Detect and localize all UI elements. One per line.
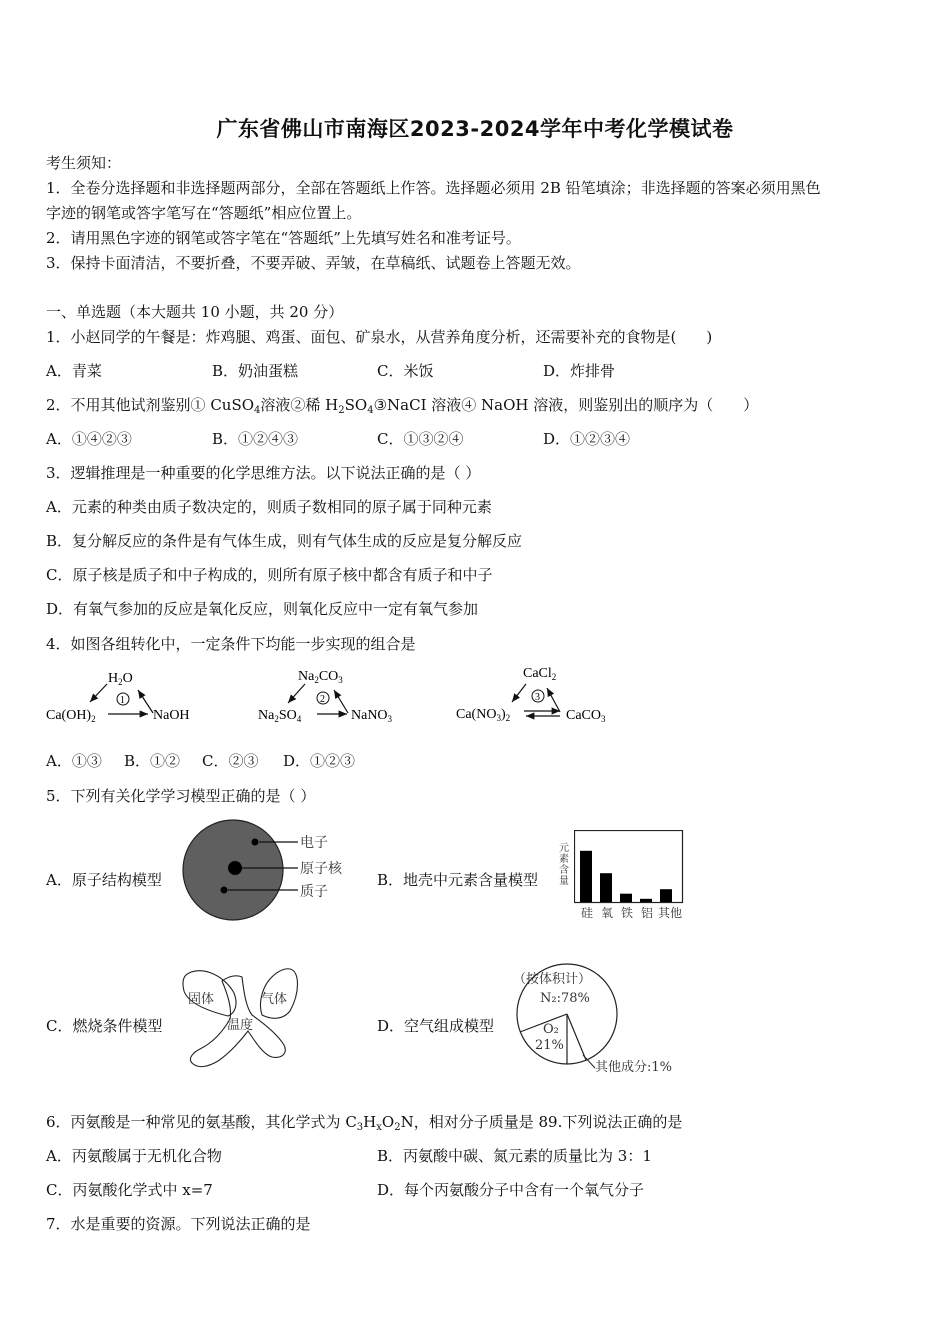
svg-text:2: 2 xyxy=(320,694,325,705)
q1-option-b[interactable]: B．奶油蛋糕 xyxy=(212,362,299,380)
stem-text: H xyxy=(363,1113,377,1131)
question-2-stem xyxy=(46,395,758,415)
notice-item: 字迹的钢笔或答字笔写在“答题纸”相应位置上。 xyxy=(46,204,362,222)
pie-other-label: 其他成分:1% xyxy=(595,1060,673,1075)
question-7-stem: 7．水是重要的资源。下列说法正确的是 xyxy=(46,1215,311,1233)
diagram-2 xyxy=(258,669,393,724)
svg-text:NaOH: NaOH xyxy=(153,708,190,723)
q5-option-c[interactable]: C．燃烧条件模型 xyxy=(46,1017,163,1035)
bar xyxy=(640,899,652,902)
label-nucleus: 原子核 xyxy=(300,861,342,877)
q4-option-b[interactable]: B．①② xyxy=(124,752,181,770)
q6-option-b[interactable]: B．丙氨酸中碳、氮元素的质量比为 3：1 xyxy=(377,1147,652,1165)
q4-option-d[interactable]: D．①②③ xyxy=(283,752,356,770)
stem-text: ③NaCI 溶液④ NaOH 溶液，则鉴别出的顺序为（ ） xyxy=(373,396,759,414)
svg-text:Na2SO4: $Na_2SO_4$ xyxy=(258,708,302,724)
label-gas: 气体 xyxy=(261,992,288,1007)
q1-option-d[interactable]: D．炸排骨 xyxy=(543,362,616,380)
chart-ylabel: 元素含量 xyxy=(559,843,569,887)
q6-option-a[interactable]: A．丙氨酸属于无机化合物 xyxy=(46,1147,222,1165)
bar xyxy=(600,873,612,902)
svg-text:H2O: $H_2O$ xyxy=(108,671,133,687)
stem-text: 2．不用其他试剂鉴别① CuSO xyxy=(46,396,255,414)
q3-option-d[interactable]: D．有氧气参加的反应是氧化反应，则氧化反应中一定有氧气参加 xyxy=(46,600,479,618)
svg-text:Ca(NO3)2: $Ca(NO_3)_2$ xyxy=(456,707,511,723)
category-label: 硅 xyxy=(580,906,593,920)
q4-option-c[interactable]: C．②③ xyxy=(202,752,259,770)
q2-option-d[interactable]: D．①②③④ xyxy=(543,430,631,448)
svg-text:1: 1 xyxy=(120,695,125,706)
category-label: 其他 xyxy=(657,906,682,920)
q3-option-a[interactable]: A．元素的种类由质子数决定的，则质子数相同的原子属于同种元素 xyxy=(46,498,492,516)
notice-item: 2．请用黑色字迹的钢笔或答字笔在“答题纸”上先填写姓名和准考证号。 xyxy=(46,229,521,247)
bar xyxy=(660,889,672,902)
q1-option-c[interactable]: C．米饭 xyxy=(377,362,434,380)
subscript: 4 xyxy=(367,405,374,416)
question-3-stem: 3．逻辑推理是一种重要的化学思维方法。以下说法正确的是（ ） xyxy=(46,464,481,482)
subscript: 2 xyxy=(394,1122,401,1133)
svg-text:CaCO3: CaCO$_3$ xyxy=(566,708,606,724)
label-electron: 电子 xyxy=(300,835,328,851)
subscript: 3 xyxy=(356,1122,364,1133)
stem-text: 6．丙氨酸是一种常见的氨基酸，其化学式为 C xyxy=(46,1113,357,1131)
subscript: 2 xyxy=(338,405,345,416)
category-label: 铝 xyxy=(640,906,653,920)
subscript: 4 xyxy=(254,405,261,416)
notice-heading: 考生须知： xyxy=(46,154,122,172)
q3-option-b[interactable]: B．复分解反应的条件是有气体生成，则有气体生成的反应是复分解反应 xyxy=(46,532,523,550)
label-temperature: 温度 xyxy=(227,1018,254,1033)
stem-text: SO xyxy=(344,396,368,414)
question-4-stem: 4．如图各组转化中，一定条件下均能一步实现的组合是 xyxy=(46,635,416,653)
pie-o2-pct: 21% xyxy=(535,1038,564,1053)
chart-categories xyxy=(577,904,683,921)
svg-text:3: 3 xyxy=(535,692,540,703)
subscript: x xyxy=(376,1122,382,1133)
question-5-stem: 5．下列有关化学学习模型正确的是（ ） xyxy=(46,787,316,805)
page-title: 广东省佛山市南海区2023-2024学年中考化学模试卷 xyxy=(216,117,734,141)
q3-option-c[interactable]: C．原子核是质子和中子构成的，则所有原子核中都含有质子和中子 xyxy=(46,566,493,584)
bar xyxy=(580,851,592,902)
notice-item: 3．保持卡面清洁，不要折叠，不要弄破、弄皱，在草稿纸、试题卷上答题无效。 xyxy=(46,254,581,272)
pie-o2-label: O₂ xyxy=(543,1022,559,1037)
diagram-3 xyxy=(456,666,606,724)
q5-option-b[interactable]: B．地壳中元素含量模型 xyxy=(377,871,539,889)
q6-option-d[interactable]: D．每个丙氨酸分子中含有一个氧气分子 xyxy=(377,1181,645,1199)
q5-option-a[interactable]: A．原子结构模型 xyxy=(46,871,162,889)
pie-n2-label: N₂:78% xyxy=(540,991,590,1006)
category-label: 氧 xyxy=(600,906,613,920)
q2-option-b[interactable]: B．①②④③ xyxy=(212,430,299,448)
conversion-diagrams xyxy=(40,662,660,732)
svg-text:Na2CO3: $Na_2CO_3$ xyxy=(298,669,343,685)
pie-note: （按体积计） xyxy=(513,972,592,987)
q5-option-d[interactable]: D．空气组成模型 xyxy=(377,1017,495,1035)
stem-text: O xyxy=(381,1113,395,1131)
q2-option-c[interactable]: C．①③②④ xyxy=(377,430,464,448)
q4-option-a[interactable]: A．①③ xyxy=(46,752,102,770)
diagram-1 xyxy=(46,671,190,724)
label-proton: 质子 xyxy=(300,884,328,900)
label-solid: 固体 xyxy=(188,992,215,1007)
category-label: 铁 xyxy=(620,906,633,920)
bar xyxy=(620,894,632,902)
crust-element-chart xyxy=(574,830,684,906)
stem-text: 溶液②稀 H xyxy=(260,396,339,414)
q2-option-a[interactable]: A．①④②③ xyxy=(46,430,132,448)
svg-text:Ca(OH)2: $Ca(OH)_2$ xyxy=(46,708,96,724)
question-6-stem xyxy=(46,1112,682,1132)
q6-option-c[interactable]: C．丙氨酸化学式中 x=7 xyxy=(46,1181,213,1199)
svg-text:NaNO3: NaNO$_3$ xyxy=(351,708,393,724)
section-heading: 一、单选题（本大题共 10 小题，共 20 分） xyxy=(46,303,344,321)
svg-text:CaCl2: CaCl$_2$ xyxy=(523,666,557,682)
stem-text: N，相对分子质量是 89.下列说法正确的是 xyxy=(400,1113,683,1131)
notice-item: 1．全卷分选择题和非选择题两部分，全部在答题纸上作答。选择题必须用 2B 铅笔填涂；非选择题的答案必须用黑色 xyxy=(46,179,821,197)
question-1-stem: 1．小赵同学的午餐是：炸鸡腿、鸡蛋、面包、矿泉水，从营养角度分析，还需要补充的食物是( ) xyxy=(46,328,713,346)
q1-option-a[interactable]: A．青菜 xyxy=(46,362,102,380)
